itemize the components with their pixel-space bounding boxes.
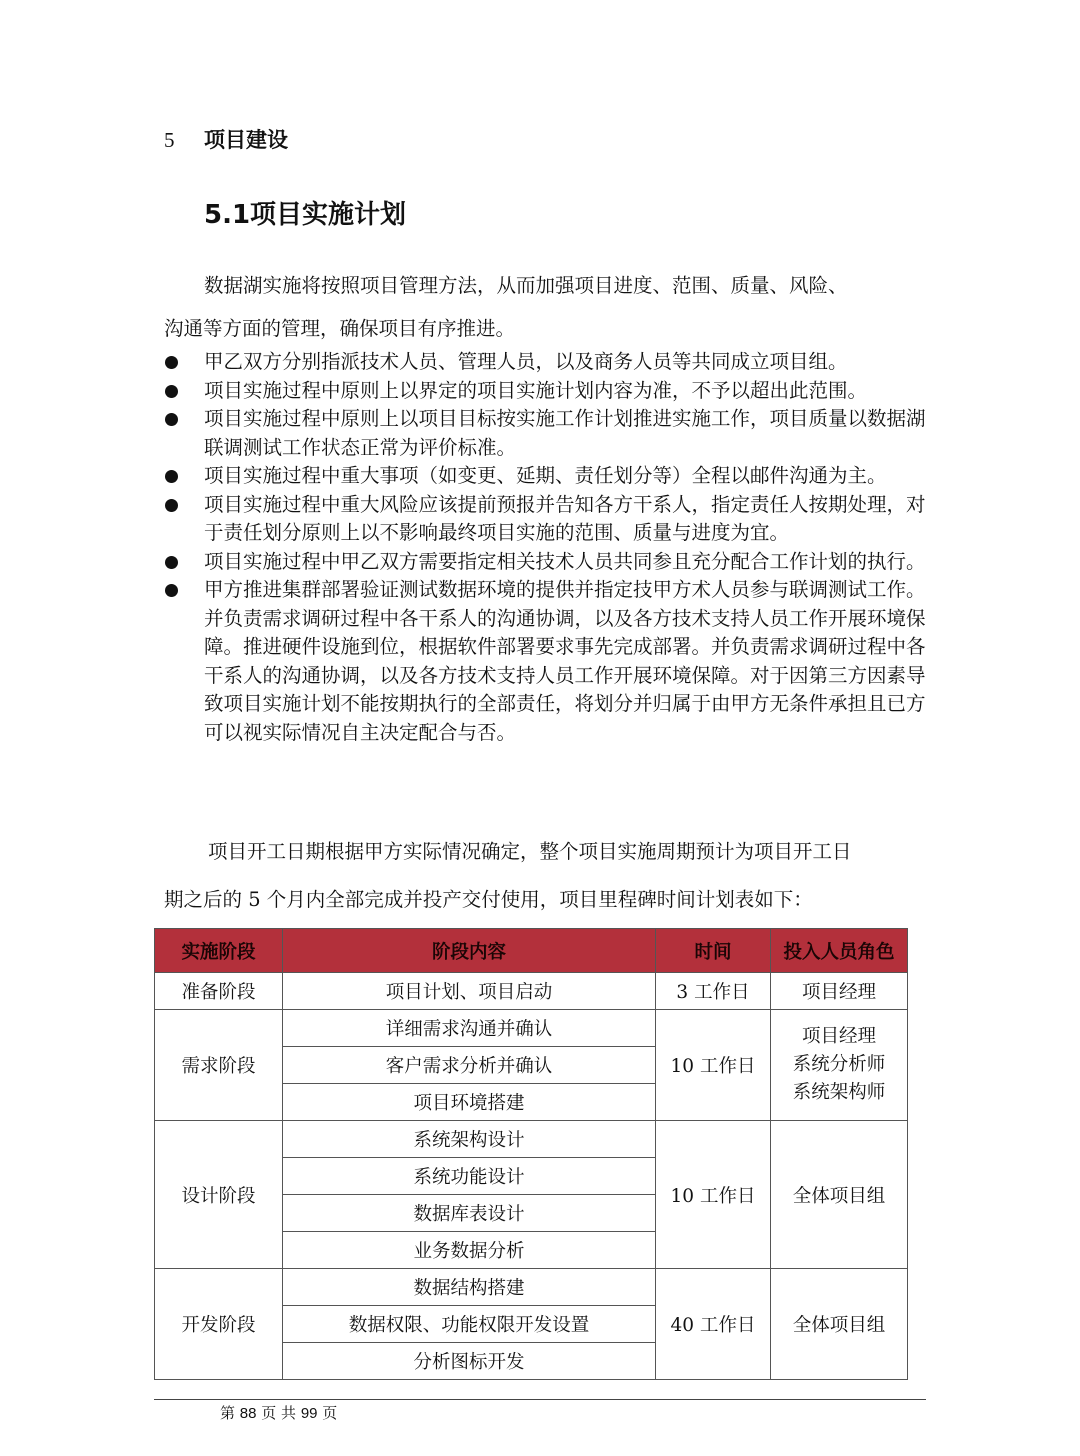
bullet-dot-icon xyxy=(165,356,178,369)
intro-line-2: 沟通等方面的管理，确保项目有序推进。 xyxy=(164,317,516,340)
bullet-dot-icon xyxy=(165,385,178,398)
table-row xyxy=(155,1010,908,1047)
intro-line-1: 数据湖实施将按照项目管理方法，从而加强项目进度、范围、质量、风险、 xyxy=(204,274,848,297)
bullet-text: 项目实施过程中原则上以界定的项目实施计划内容为准，不予以超出此范围。 xyxy=(204,378,868,402)
section-title: 项目建设 xyxy=(204,128,288,152)
content-cell: 详细需求沟通并确认 xyxy=(283,1010,656,1047)
time-cell: 10 工作日 xyxy=(656,1121,771,1269)
bullet-text: 甲乙双方分别指派技术人员、管理人员，以及商务人员等共同成立项目组。 xyxy=(204,350,848,373)
header-roles: 投入人员角色 xyxy=(771,929,908,973)
content-cell: 业务数据分析 xyxy=(283,1232,656,1269)
bullet-item xyxy=(164,405,934,462)
section-number: 5 xyxy=(164,128,175,152)
roles-cell: 项目经理 xyxy=(771,973,908,1010)
time-cell: 40 工作日 xyxy=(656,1269,771,1380)
roles-cell: 全体项目组 xyxy=(771,1121,908,1269)
stage-cell: 准备阶段 xyxy=(155,973,283,1010)
content-cell: 系统架构设计 xyxy=(283,1121,656,1158)
bullet-list xyxy=(164,348,934,747)
content-cell: 客户需求分析并确认 xyxy=(283,1047,656,1084)
content-cell: 数据库表设计 xyxy=(283,1195,656,1232)
bullet-text: 项目实施过程中原则上以项目目标按实施工作计划推进实施工作，项目质量以数据湖联调测试工作状态正常为评价标准。 xyxy=(204,407,926,459)
bullet-text: 项目实施过程中重大风险应该提前预报并告知各方干系人，指定责任人按期处理，对于责任划分原则上以不影响最终项目实施的范围、质量与进度为宜。 xyxy=(204,492,926,544)
bullet-text: 项目实施过程中重大事项（如变更、延期、责任划分等）全程以邮件沟通为主。 xyxy=(204,464,887,487)
subsection-heading: 5.1项目实施计划 xyxy=(204,200,407,230)
time-cell: 3 工作日 xyxy=(656,973,771,1010)
section-heading xyxy=(164,124,288,154)
table-header-row xyxy=(155,929,908,973)
footer-middle: 页 共 xyxy=(261,1404,297,1422)
role-line: 系统分析师 xyxy=(792,1054,886,1075)
footer-divider xyxy=(154,1399,926,1400)
footer-prefix: 第 xyxy=(220,1404,236,1422)
header-content: 阶段内容 xyxy=(283,929,656,973)
bullet-item xyxy=(164,491,934,548)
time-cell: 10 工作日 xyxy=(656,1010,771,1121)
bullet-dot-icon xyxy=(165,470,178,483)
stage-cell: 开发阶段 xyxy=(155,1269,283,1380)
content-cell: 项目计划、项目启动 xyxy=(283,973,656,1010)
page-number-current: 88 xyxy=(239,1405,257,1422)
bullet-item xyxy=(164,348,934,377)
content-cell: 数据结构搭建 xyxy=(283,1269,656,1306)
header-stage: 实施阶段 xyxy=(155,929,283,973)
footer-suffix: 页 xyxy=(322,1404,338,1422)
bullet-dot-icon xyxy=(165,556,178,569)
role-line: 项目经理 xyxy=(801,1026,876,1047)
closing-line-1: 项目开工日期根据甲方实际情况确定，整个项目实施周期预计为项目开工日 xyxy=(208,840,852,863)
table-row xyxy=(155,1269,908,1306)
bullet-text: 甲方推进集群部署验证测试数据环境的提供并指定技甲方术人员参与联调测试工作。并负责需求调研过程中各干系人的沟通协调，以及各方技术支持人员工作开展环境保障。推进硬件设施到位，根据软件部署要求事先完成部署。并负责需求调研过程中各干系人的沟通协调，以及各方技术支持人员工作开展环境保障。对于因第三方因素导致项目实施计划不能按期执行的全部责任，将划分并归属于由甲方无条件承担且已方可以视实际情况自主决定配合与否。 xyxy=(204,578,926,744)
bullet-dot-icon xyxy=(165,499,178,512)
table-row xyxy=(155,1121,908,1158)
content-cell: 系统功能设计 xyxy=(283,1158,656,1195)
header-time: 时间 xyxy=(656,929,771,973)
bullet-text: 项目实施过程中甲乙双方需要指定相关技术人员共同参且充分配合工作计划的执行。 xyxy=(204,549,926,573)
bullet-item xyxy=(164,548,934,577)
content-cell: 项目环境搭建 xyxy=(283,1084,656,1121)
stage-cell: 需求阶段 xyxy=(155,1010,283,1121)
content-cell: 分析图标开发 xyxy=(283,1343,656,1380)
milestone-table xyxy=(154,928,908,1380)
page-footer xyxy=(220,1402,337,1423)
content-cell: 数据权限、功能权限开发设置 xyxy=(283,1306,656,1343)
bullet-item xyxy=(164,377,934,406)
bullet-item xyxy=(164,462,934,491)
role-line: 系统架构师 xyxy=(792,1082,886,1103)
bullet-dot-icon xyxy=(165,413,178,426)
stage-cell: 设计阶段 xyxy=(155,1121,283,1269)
closing-line-2: 期之后的 5 个月内全部完成并投产交付使用，项目里程碑时间计划表如下： xyxy=(164,888,813,911)
bullet-dot-icon xyxy=(165,584,178,597)
table-row xyxy=(155,973,908,1010)
roles-cell: 全体项目组 xyxy=(771,1269,908,1380)
page-number-total: 99 xyxy=(300,1405,318,1422)
roles-cell xyxy=(771,1010,908,1121)
bullet-item xyxy=(164,576,934,747)
